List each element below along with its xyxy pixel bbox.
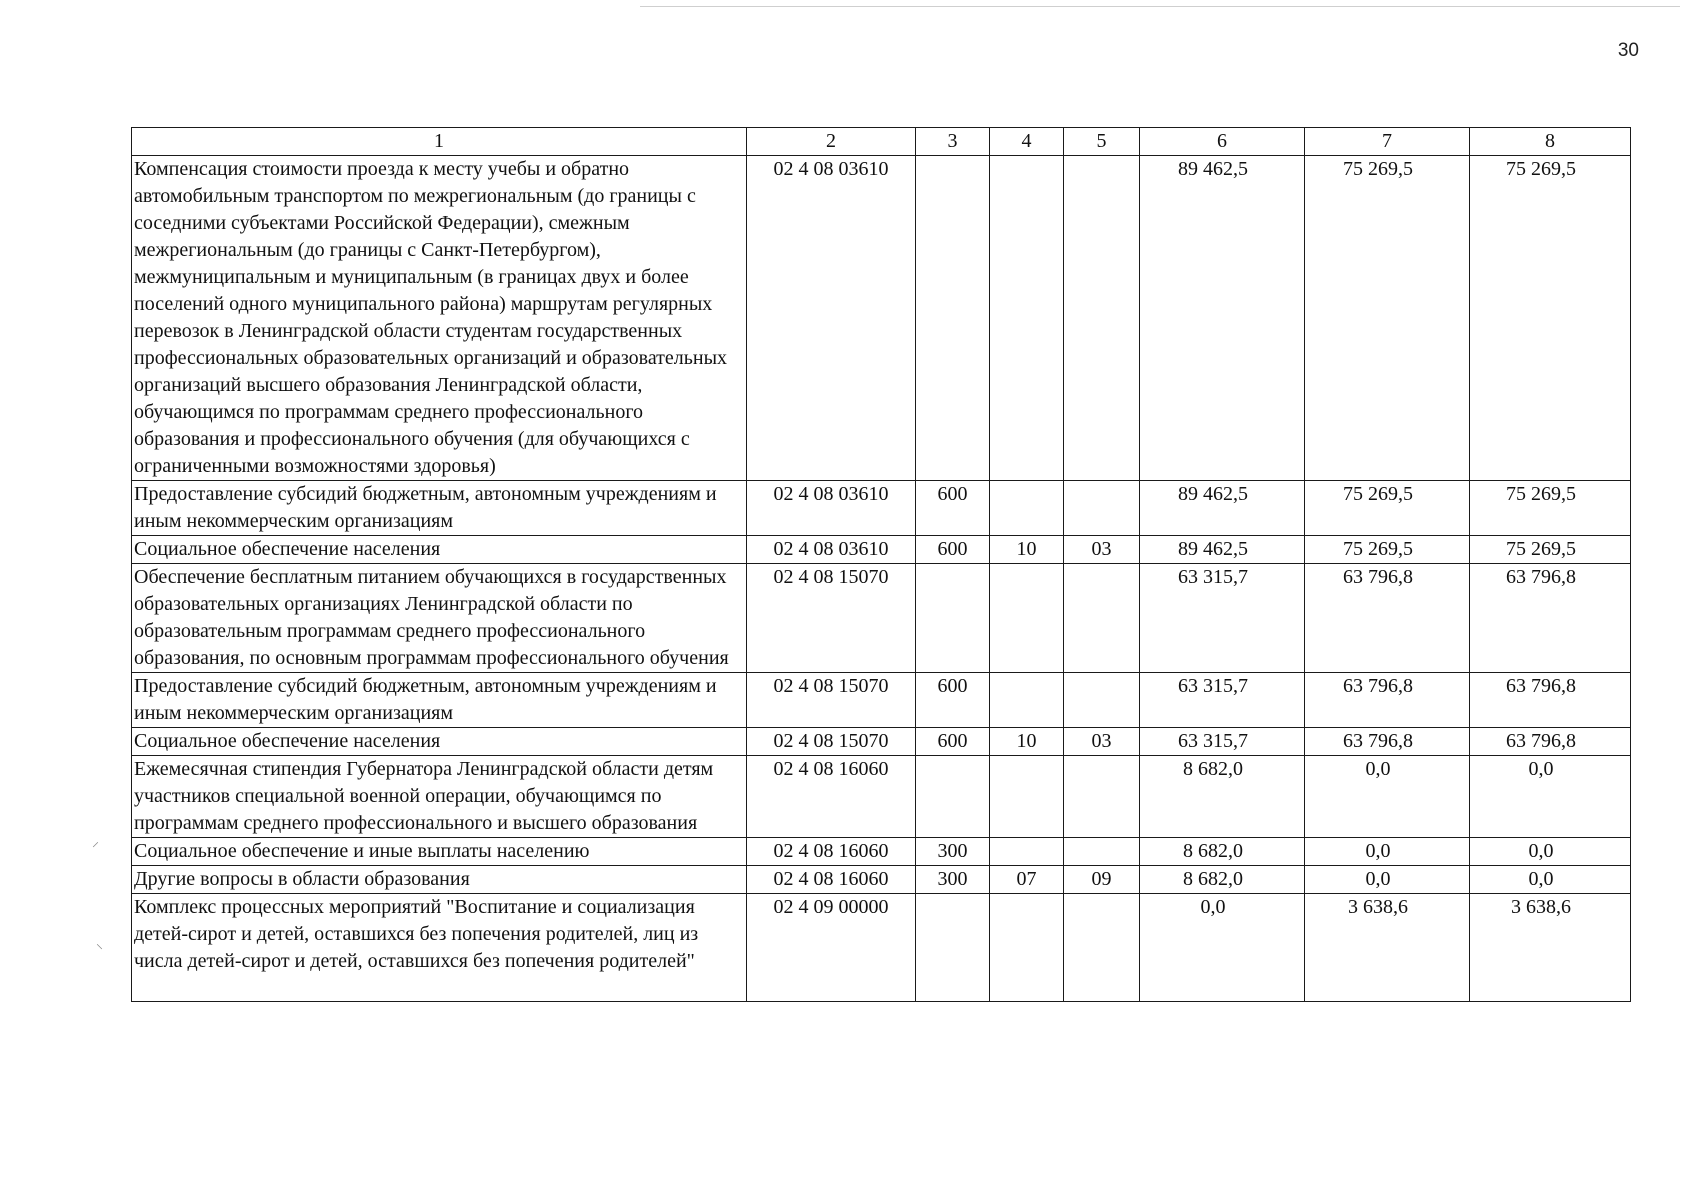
- table-row: [132, 536, 1631, 564]
- row-col7-value: 0,0: [1365, 868, 1391, 890]
- row-col4-cell: [990, 756, 1064, 838]
- row-col7-value: 63 796,8: [1343, 675, 1413, 697]
- table-header-row: [132, 128, 1631, 156]
- page-number: 30: [1617, 40, 1639, 61]
- column-header: 6: [1140, 128, 1305, 156]
- row-col5-cell: [1064, 564, 1140, 673]
- row-col7-value: 75 269,5: [1343, 538, 1413, 560]
- row-name-cell: Обеспечение бесплатным питанием обучающихся в государственных образовательных организациях Ленинградской области по образовательным программам среднего профессионального образования, по основным программам профессионального обучения: [132, 564, 747, 673]
- table-row: [132, 756, 1631, 838]
- row-col6-cell: [1140, 536, 1305, 564]
- row-col4-cell: [990, 673, 1064, 728]
- row-col6-cell: [1140, 481, 1305, 536]
- row-col4-cell: [990, 894, 1064, 1002]
- row-col8-value: 63 796,8: [1506, 730, 1576, 752]
- row-col8-cell: [1470, 838, 1631, 866]
- row-col6-value: 8 682,0: [1183, 868, 1243, 890]
- table-row: [132, 866, 1631, 894]
- row-name-cell: Социальное обеспечение населения: [132, 728, 747, 756]
- table-row: [132, 673, 1631, 728]
- scan-artifact-mark: ⸍: [92, 841, 99, 856]
- column-header: 2: [747, 128, 916, 156]
- row-col4-cell: [990, 564, 1064, 673]
- row-col8-cell: [1470, 728, 1631, 756]
- row-col7-cell: [1305, 894, 1470, 1002]
- row-col8-cell: [1470, 156, 1631, 481]
- row-col7-value: 0,0: [1365, 840, 1391, 862]
- row-col5-cell: [1064, 481, 1140, 536]
- table-row: [132, 156, 1631, 481]
- row-col6-cell: [1140, 564, 1305, 673]
- row-col8-value: 63 796,8: [1506, 566, 1576, 588]
- row-col3-cell: [916, 564, 990, 673]
- row-col8-cell: [1470, 481, 1631, 536]
- row-name-cell: Компенсация стоимости проезда к месту учебы и обратно автомобильным транспортом по межрегиональным (до границы с соседними субъектами Российской Федерации), смежным межрегиональным (до границы с Санкт-Петербургом), межмуниципальным и муниципальным (в границах двух и более поселений одного муниципального района) маршрутам регулярных перевозок в Ленинградской области студентам государственных профессиональных образовательных организаций и образовательных организаций высшего образования Ленинградской области, обучающимся по программам среднего профессионального образования и профессионального обучения (для обучающихся с ограниченными возможностями здоровья): [132, 156, 747, 481]
- row-col8-cell: [1470, 894, 1631, 1002]
- row-col6-value: 89 462,5: [1178, 158, 1248, 180]
- row-col4-cell: 10: [990, 536, 1064, 564]
- row-col6-cell: [1140, 866, 1305, 894]
- budget-table-container: [131, 127, 1631, 1002]
- row-col5-cell: 03: [1064, 728, 1140, 756]
- row-col8-value: 75 269,5: [1506, 158, 1576, 180]
- row-col5-cell: [1064, 156, 1140, 481]
- row-col4-cell: [990, 481, 1064, 536]
- row-name-cell: Социальное обеспечение населения: [132, 536, 747, 564]
- row-col8-value: 0,0: [1528, 868, 1554, 890]
- row-col6-value: 89 462,5: [1178, 538, 1248, 560]
- row-col8-value: 75 269,5: [1506, 538, 1576, 560]
- row-col4-cell: 10: [990, 728, 1064, 756]
- row-col7-cell: [1305, 156, 1470, 481]
- row-col3-cell: 600: [916, 673, 990, 728]
- row-col3-cell: [916, 756, 990, 838]
- row-col8-cell: [1470, 673, 1631, 728]
- row-col5-cell: 03: [1064, 536, 1140, 564]
- column-header: 1: [132, 128, 747, 156]
- row-col6-value: 63 315,7: [1178, 675, 1248, 697]
- row-col7-value: 63 796,8: [1343, 730, 1413, 752]
- row-code-cell: 02 4 08 16060: [747, 838, 916, 866]
- row-col8-cell: [1470, 866, 1631, 894]
- row-code-cell: 02 4 08 03610: [747, 536, 916, 564]
- row-col3-cell: [916, 894, 990, 1002]
- row-col7-cell: [1305, 481, 1470, 536]
- row-col6-value: 63 315,7: [1178, 566, 1248, 588]
- row-col7-cell: [1305, 673, 1470, 728]
- row-col4-cell: [990, 156, 1064, 481]
- row-col6-value: 89 462,5: [1178, 483, 1248, 505]
- row-code-cell: 02 4 08 03610: [747, 481, 916, 536]
- column-header: 3: [916, 128, 990, 156]
- row-col6-cell: [1140, 838, 1305, 866]
- row-col8-value: 0,0: [1528, 758, 1554, 780]
- table-row: [132, 564, 1631, 673]
- row-code-cell: 02 4 08 15070: [747, 673, 916, 728]
- row-col4-cell: [990, 838, 1064, 866]
- row-name-cell: Другие вопросы в области образования: [132, 866, 747, 894]
- row-col5-cell: [1064, 756, 1140, 838]
- row-col7-cell: [1305, 838, 1470, 866]
- row-col8-value: 0,0: [1528, 840, 1554, 862]
- row-name-cell: Ежемесячная стипендия Губернатора Ленинградской области детям участников специальной военной операции, обучающимся по программам среднего профессионального и высшего образования: [132, 756, 747, 838]
- row-col3-cell: 600: [916, 728, 990, 756]
- row-code-cell: 02 4 08 16060: [747, 866, 916, 894]
- row-col7-cell: [1305, 866, 1470, 894]
- row-col6-cell: [1140, 673, 1305, 728]
- row-code-cell: 02 4 08 16060: [747, 756, 916, 838]
- scan-artifact-mark: ⸌: [96, 943, 103, 958]
- column-header: 5: [1064, 128, 1140, 156]
- table-body: [132, 128, 1631, 1002]
- row-col7-cell: [1305, 728, 1470, 756]
- table-row: [132, 728, 1631, 756]
- row-col7-cell: [1305, 756, 1470, 838]
- row-col6-value: 63 315,7: [1178, 730, 1248, 752]
- row-col8-cell: [1470, 564, 1631, 673]
- row-col6-cell: [1140, 728, 1305, 756]
- table-row: [132, 894, 1631, 1002]
- column-header: 8: [1470, 128, 1631, 156]
- row-col5-cell: 09: [1064, 866, 1140, 894]
- scan-edge-line: [640, 6, 1680, 7]
- row-col5-cell: [1064, 673, 1140, 728]
- row-col6-cell: [1140, 894, 1305, 1002]
- row-col5-cell: [1064, 894, 1140, 1002]
- row-col7-value: 75 269,5: [1343, 158, 1413, 180]
- row-col7-value: 63 796,8: [1343, 566, 1413, 588]
- row-name-cell: Социальное обеспечение и иные выплаты населению: [132, 838, 747, 866]
- row-col7-value: 3 638,6: [1348, 896, 1408, 918]
- row-col6-cell: [1140, 756, 1305, 838]
- row-col7-cell: [1305, 536, 1470, 564]
- row-col7-value: 75 269,5: [1343, 483, 1413, 505]
- table-row: [132, 481, 1631, 536]
- row-col5-cell: [1064, 838, 1140, 866]
- row-col3-cell: 300: [916, 838, 990, 866]
- row-col7-value: 0,0: [1365, 758, 1391, 780]
- row-col8-cell: [1470, 756, 1631, 838]
- row-col6-cell: [1140, 156, 1305, 481]
- row-code-cell: 02 4 09 00000: [747, 894, 916, 1002]
- row-col3-cell: 600: [916, 481, 990, 536]
- row-code-cell: 02 4 08 15070: [747, 564, 916, 673]
- row-name-cell: Комплекс процессных мероприятий "Воспитание и социализация детей-сирот и детей, оставшихся без попечения родителей, лиц из числа детей-сирот и детей, оставшихся без попечения родителей": [132, 894, 747, 1002]
- row-code-cell: 02 4 08 15070: [747, 728, 916, 756]
- row-col6-value: 8 682,0: [1183, 840, 1243, 862]
- row-col8-value: 75 269,5: [1506, 483, 1576, 505]
- row-col3-cell: 300: [916, 866, 990, 894]
- budget-table: [131, 127, 1631, 1002]
- column-header: 7: [1305, 128, 1470, 156]
- row-col8-value: 3 638,6: [1511, 896, 1571, 918]
- row-col8-value: 63 796,8: [1506, 675, 1576, 697]
- row-col8-cell: [1470, 536, 1631, 564]
- table-row: [132, 838, 1631, 866]
- column-header: 4: [990, 128, 1064, 156]
- row-col4-cell: 07: [990, 866, 1064, 894]
- row-name-cell: Предоставление субсидий бюджетным, автономным учреждениям и иным некоммерческим организациям: [132, 481, 747, 536]
- row-col6-value: 8 682,0: [1183, 758, 1243, 780]
- row-col7-cell: [1305, 564, 1470, 673]
- row-col6-value: 0,0: [1200, 896, 1226, 918]
- row-col3-cell: 600: [916, 536, 990, 564]
- row-code-cell: 02 4 08 03610: [747, 156, 916, 481]
- row-col3-cell: [916, 156, 990, 481]
- row-name-cell: Предоставление субсидий бюджетным, автономным учреждениям и иным некоммерческим организациям: [132, 673, 747, 728]
